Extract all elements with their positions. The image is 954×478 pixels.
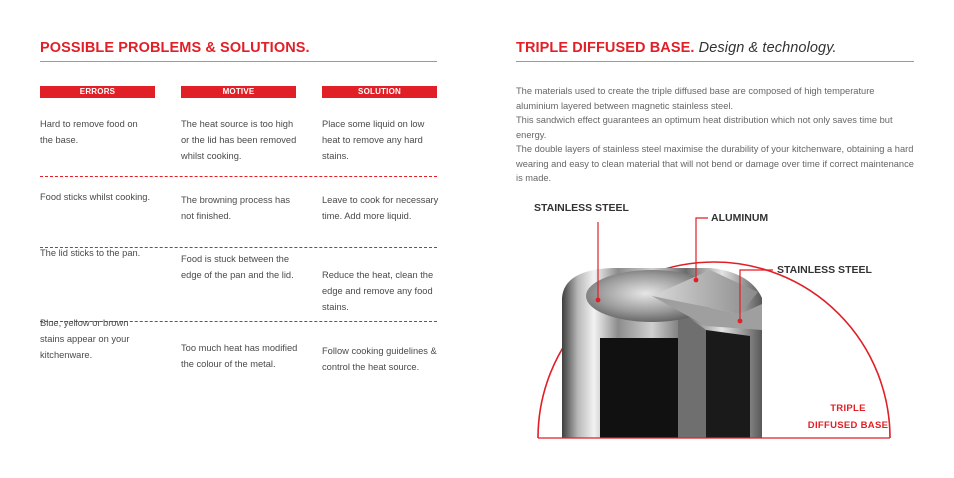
label-triple-diffused-base (790, 400, 906, 434)
table-cell-motive: Food is stuck between the edge of the pan and the lid. (181, 254, 294, 280)
title-rule-left (40, 61, 437, 62)
leader-dot (738, 319, 743, 324)
description-paragraph: The materials used to create the triple diffused base are composed of high temperature aluminium layered between magnetic stainless steel. (516, 86, 875, 111)
leader-dot (596, 298, 601, 303)
table-cell-solution: Place some liquid on low heat to remove any hard stains. (322, 119, 425, 161)
description-paragraph: The double layers of stainless steel maximise the durability of your kitchenware, obtaining a hard wearing and easy to clean material that will not bend or damage over time if correct maintenance is made. (516, 144, 914, 183)
description-paragraph: This sandwich effect guarantees an optimum heat distribution which not only saves time but energy. (516, 115, 893, 140)
table-cell-solution: Leave to cook for necessary time. Add more liquid. (322, 195, 439, 221)
inner-core (600, 338, 678, 438)
label-base-line1: TRIPLE (830, 403, 866, 414)
table-cell-error: The lid sticks to the pan. (40, 248, 141, 258)
label-stainless-steel-right: STAINLESS STEEL (777, 264, 872, 276)
column-header-errors: ERRORS (40, 86, 155, 98)
label-aluminum: ALUMINUM (711, 212, 769, 224)
table-cell-motive: The heat source is too high or the lid has been removed whilst cooking. (181, 119, 297, 161)
base-title-main: TRIPLE DIFFUSED BASE. (516, 40, 695, 56)
base-title-sub: Design & technology. (698, 40, 837, 56)
table-cell-motive: The browning process has not finished. (181, 195, 291, 221)
label-stainless-steel-top: STAINLESS STEEL (534, 202, 629, 214)
column-header-solution: SOLUTION (322, 86, 437, 98)
inner-core-right (706, 330, 750, 438)
row-divider (40, 176, 437, 177)
table-cell-solution: Reduce the heat, clean the edge and remove any food stains. (322, 270, 434, 312)
table-cell-motive: Too much heat has modified the colour of the metal. (181, 343, 298, 369)
table-cell-error: Blue, yellow or brown stains appear on your kitchenware. (40, 318, 130, 360)
base-title (516, 40, 837, 56)
leader-dot (694, 278, 699, 283)
table-cell-solution: Follow cooking guidelines & control the heat source. (322, 346, 437, 372)
table-cell-error: Hard to remove food on the base. (40, 119, 138, 145)
title-rule-right (516, 61, 914, 62)
core-edge (678, 310, 706, 438)
problems-title: POSSIBLE PROBLEMS & SOLUTIONS. (40, 40, 310, 56)
table-cell-error: Food sticks whilst cooking. (40, 192, 151, 202)
label-base-line2: DIFFUSED BASE (807, 420, 889, 431)
base-description (516, 84, 916, 186)
column-header-motive: MOTIVE (181, 86, 296, 98)
